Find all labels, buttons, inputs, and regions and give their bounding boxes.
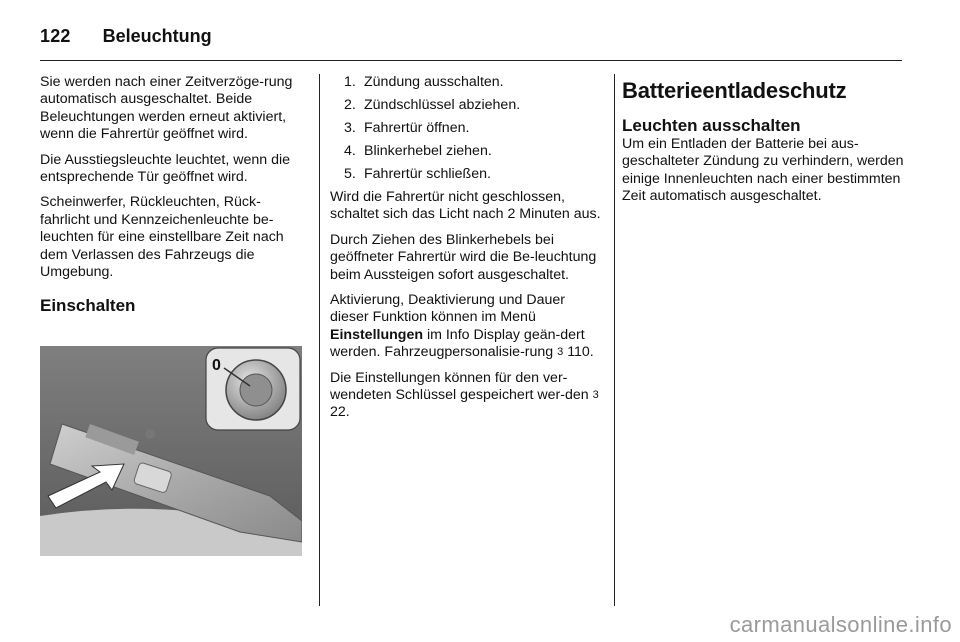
paragraph: Wird die Fahrertür nicht geschlossen, schaltet sich das Licht nach 2 Minuten aus. — [330, 189, 601, 223]
page-header — [40, 20, 212, 52]
paragraph: Sie werden nach einer Zeitverzöge-rung automatisch ausgeschaltet. Beide Beleuchtungen werden erneut aktiviert, wenn die Fahrertür geöffnet wird. — [40, 74, 293, 143]
column-divider-2 — [614, 74, 615, 606]
paragraph: Scheinwerfer, Rückleuchten, Rück-fahrlicht und Kennzeichenleuchte be-leuchten für eine einstellbare Zeit nach dem Verlassen des Fahrzeugs die Umgebung. — [40, 194, 284, 281]
page-number: 122 — [40, 25, 71, 46]
column-divider-1 — [319, 74, 320, 606]
steps-list — [330, 74, 606, 183]
light-symbol-icon — [145, 429, 155, 439]
paragraph: Durch Ziehen des Blinkerhebels bei geöffneter Fahrertür wird die Be-leuchtung beim Aussteigen sofort ausgeschaltet. — [330, 231, 597, 283]
paragraph: Aktivierung, Deaktivierung und Dauer dieser Funktion können im Menü Einstellungen im Info Display geän-dert werden. Fahrzeugpersonalisie-rung 3 110. — [330, 292, 594, 361]
page-reference-arrow-icon: 3 — [557, 346, 564, 359]
list-item: 3. Fahrertür öffnen. — [344, 120, 470, 136]
page-reference: 110. — [563, 344, 594, 361]
paragraph: Um ein Entladen der Batterie bei aus-geschalteter Zündung zu verhindern, werden einige Innenleuchten nach einer bestimmten Zeit automatisch ausgeschaltet. — [622, 136, 904, 205]
section-heading-batterieentladeschutz: Batterieentladeschutz — [622, 78, 847, 103]
page-title: Beleuchtung — [102, 25, 212, 46]
column-middle — [330, 74, 606, 430]
list-item: 2. Zündschlüssel abziehen. — [344, 97, 521, 113]
list-item: 4. Blinkerhebel ziehen. — [344, 143, 492, 159]
list-item: 1. Zündung ausschalten. — [344, 74, 504, 90]
list-item: 5. Fahrertür schließen. — [344, 166, 491, 182]
paragraph: Die Einstellungen können für den ver-wendeten Schlüssel gespeichert wer-den 3 22. — [330, 369, 599, 421]
header-rule — [40, 60, 902, 61]
paragraph: Die Ausstiegsleuchte leuchtet, wenn die entsprechende Tür geöffnet wird. — [40, 151, 291, 186]
page-reference-arrow-icon: 3 — [592, 389, 599, 402]
inset-label: 0 — [212, 357, 221, 374]
lever-figure-svg — [40, 346, 302, 556]
column-right — [622, 74, 904, 214]
menu-name: Einstellungen — [330, 326, 424, 343]
column-left — [40, 74, 306, 325]
watermark: carmanualsonline.info — [729, 612, 952, 637]
ignition-knob-center — [240, 374, 272, 406]
turn-signal-lever-illustration — [40, 346, 302, 556]
section-heading-einschalten: Einschalten — [40, 296, 136, 316]
subheading-leuchten-ausschalten: Leuchten ausschalten — [622, 116, 801, 135]
page-reference: 22. — [330, 404, 350, 421]
